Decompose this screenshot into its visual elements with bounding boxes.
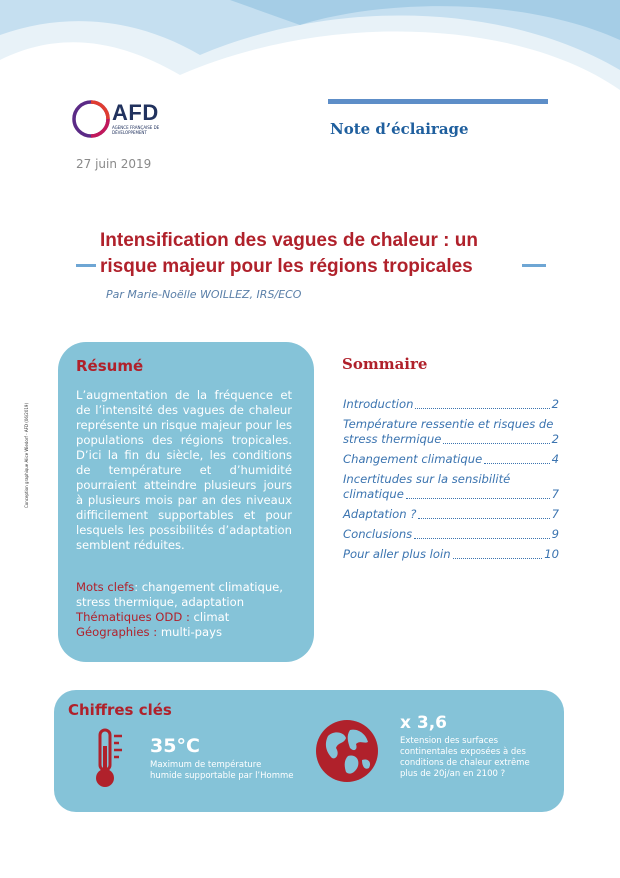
toc-item-introduction[interactable]: Introduction 2	[343, 397, 559, 411]
design-credit: Conception graphique Alice Wiedorf - AFD (06/2019)	[24, 402, 29, 508]
toc-item-conclusions[interactable]: Conclusions 9	[343, 527, 559, 541]
header-wave-decoration	[0, 0, 620, 90]
resume-heading: Résumé	[76, 357, 144, 375]
table-of-contents	[343, 397, 559, 567]
title-dash-right	[522, 264, 546, 267]
publication-date: 27 juin 2019	[76, 157, 152, 171]
odd-value: climat	[189, 610, 230, 624]
odd-label: Thématiques ODD :	[76, 610, 190, 624]
toc-item-changement-climatique[interactable]: Changement climatique 4	[343, 452, 559, 466]
geo-label: Géographies :	[76, 625, 158, 639]
keywords-label: Mots clefs	[76, 580, 135, 594]
toc-item-incertitudes[interactable]: Incertitudes sur la sensibilité climatique 7	[343, 472, 559, 501]
note-type-bar	[328, 99, 548, 104]
key-figure-extension-desc: Extension des surfaces continentales exposées à des conditions de chaleur extrême plus de 20j/an en 2100 ?	[400, 736, 530, 779]
logo-subtitle: AGENCE FRANÇAISE DE DÉVELOPPEMENT	[112, 125, 160, 135]
sommaire-heading: Sommaire	[342, 355, 428, 373]
key-figure-temperature-desc: Maximum de température humide supportable par l’Homme	[150, 760, 294, 781]
key-figure-extension: x 3,6	[400, 713, 447, 733]
logo-wordmark: AFD	[112, 100, 159, 125]
keywords-value: : changement climatique, stress thermique, adaptation	[76, 580, 283, 609]
toc-item-temperature[interactable]: Température ressentie et risques de stress thermique 2	[343, 417, 559, 446]
thermometer-icon	[92, 728, 132, 790]
note-type-label: Note d’éclairage	[330, 120, 469, 138]
globe-icon	[314, 718, 380, 784]
resume-keywords	[76, 580, 296, 640]
author-line: Par Marie-Noëlle WOILLEZ, IRS/ECO	[106, 288, 302, 301]
page-title: Intensification des vagues de chaleur : un risque majeur pour les régions tropicales	[100, 230, 478, 277]
chiffres-heading: Chiffres clés	[68, 701, 172, 719]
toc-item-pour-aller-plus-loin[interactable]: Pour aller plus loin 10	[343, 547, 559, 561]
resume-text: L’augmentation de la fréquence et de l’intensité des vagues de chaleur représente un risque majeur pour les populations des régions tropicales. D’ici la fin du siècle, les conditions de température et d’humidité pourraient atteindre plusieurs jours à plusieurs mois par an des niveaux difficilement supportables et pour lesquels les possibilités d’adaptation semblent réduites.	[76, 388, 292, 552]
title-dash-left	[76, 264, 96, 267]
geo-value: multi-pays	[157, 625, 223, 639]
key-figure-temperature: 35°C	[150, 735, 200, 757]
toc-item-adaptation[interactable]: Adaptation ? 7	[343, 507, 559, 521]
